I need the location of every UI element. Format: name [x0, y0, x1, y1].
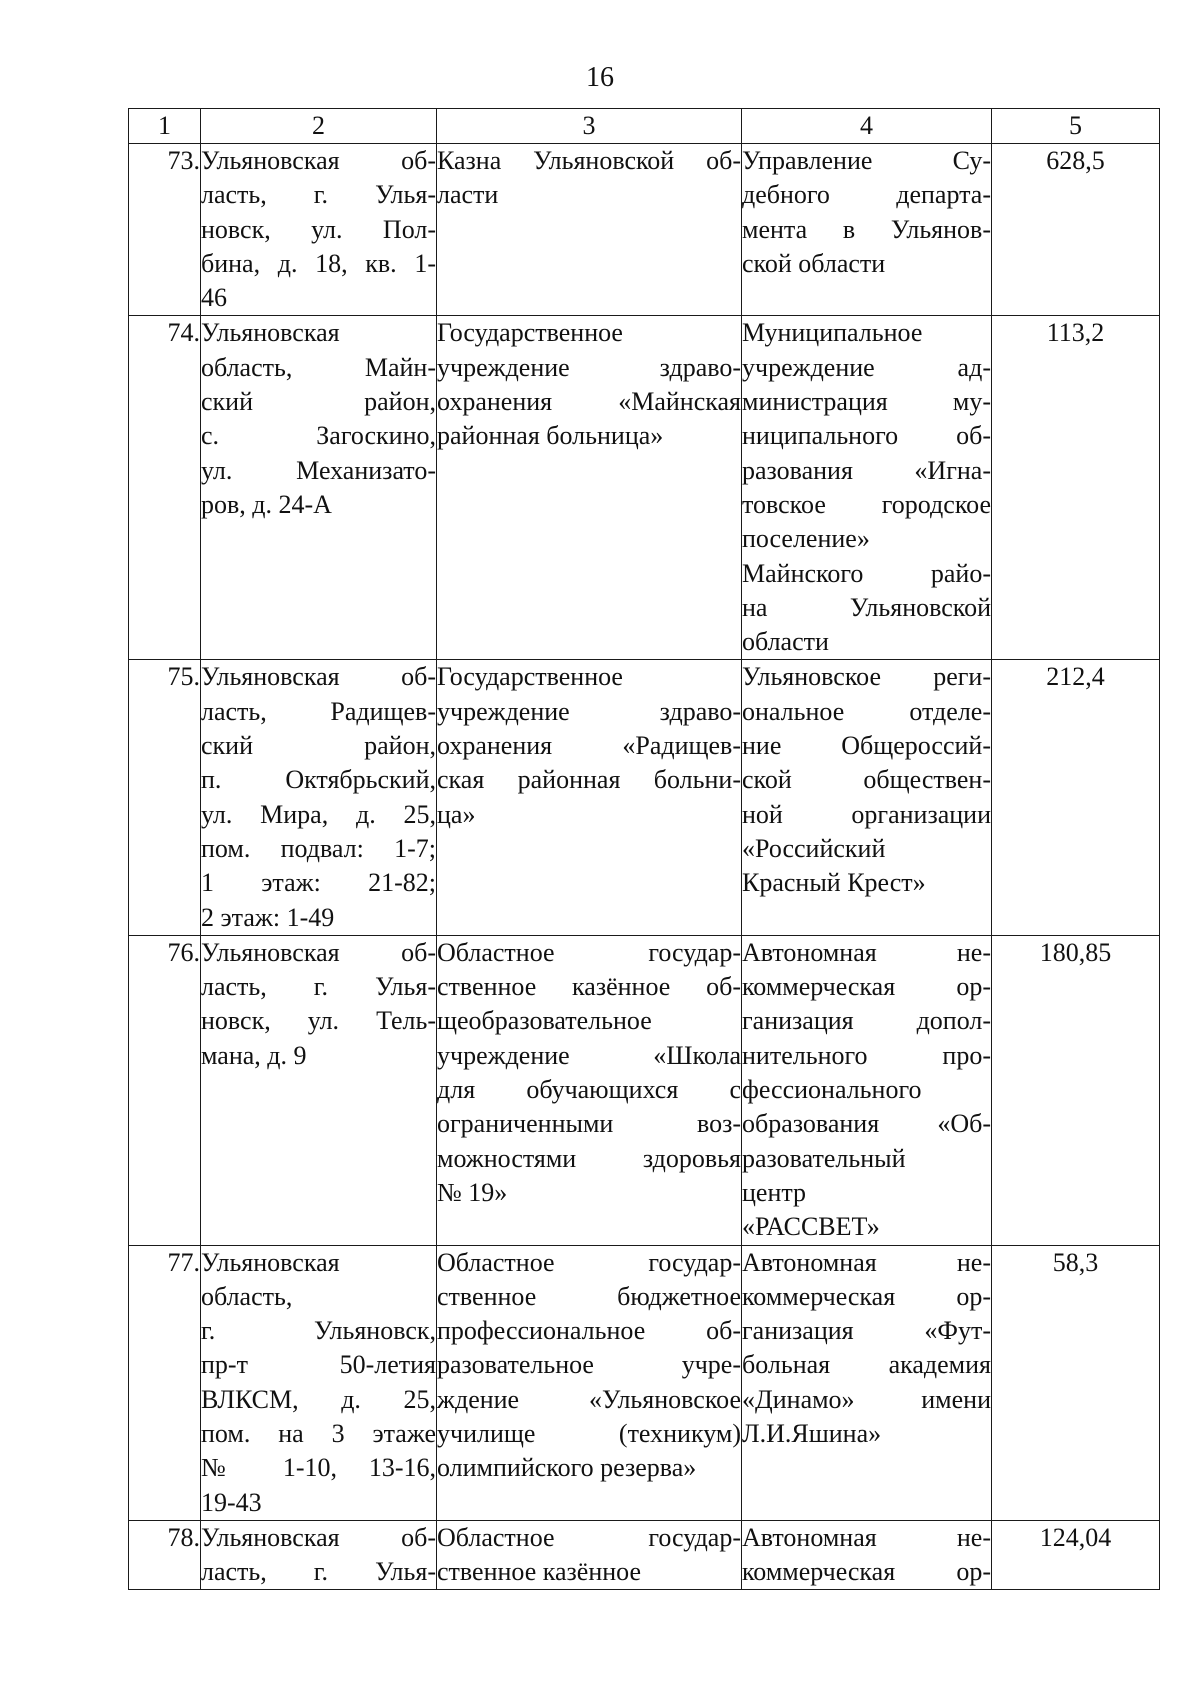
user-cell-line: ской обществен-: [742, 765, 991, 795]
user-cell-line: образования «Об-: [742, 1109, 991, 1139]
user-cell-line: поселение»: [742, 524, 870, 554]
address-cell-line: с. Загоскино,: [201, 421, 436, 451]
address-cell-line: ласть, г. Улья-: [201, 180, 436, 210]
row-number: 75.: [129, 660, 201, 935]
holder-cell: [437, 1245, 742, 1520]
holder-cell-line: разовательное учре-: [437, 1350, 741, 1380]
address-cell-line: ласть, г. Улья-: [201, 972, 436, 1002]
address-cell-line: 19-43: [201, 1487, 262, 1517]
holder-cell: [437, 316, 742, 660]
header-row: [129, 109, 1160, 144]
row-number: 77.: [129, 1245, 201, 1520]
user-cell-line: ской области: [742, 248, 886, 278]
area-value: 58,3: [992, 1245, 1160, 1520]
address-cell-line: Ульяновская об-: [201, 662, 436, 692]
address-cell-line: ласть, Радищев-: [201, 696, 436, 726]
address-cell-line: ласть, г. Улья-: [201, 1557, 436, 1587]
address-cell: [201, 1245, 437, 1520]
address-cell-line: область, Майн-: [201, 352, 436, 382]
address-cell-line: 1 этаж: 21-82;: [201, 868, 436, 898]
user-cell-line: мента в Ульянов-: [742, 214, 991, 244]
user-cell-line: Муниципальное: [742, 318, 923, 348]
user-cell-line: «РАССВЕТ»: [742, 1212, 880, 1242]
user-cell-line: дебного департа-: [742, 180, 991, 210]
user-cell-line: Ульяновское реги-: [742, 662, 991, 692]
address-cell-line: ВЛКСМ, д. 25,: [201, 1384, 436, 1414]
holder-cell-line: училище (техникум): [437, 1418, 741, 1448]
user-cell-line: учреждение ад-: [742, 352, 991, 382]
user-cell-line: ганизация допол-: [742, 1006, 991, 1036]
holder-cell-line: учреждение здраво-: [437, 696, 741, 726]
holder-cell-line: Государственное: [437, 662, 623, 692]
user-cell-line: больная академия: [742, 1350, 991, 1380]
page-number: 16: [586, 62, 614, 93]
user-cell-line: коммерческая ор-: [742, 1281, 991, 1311]
address-cell: [201, 935, 437, 1245]
user-cell-line: «Динамо» имени: [742, 1384, 991, 1414]
holder-cell: [437, 1520, 742, 1590]
holder-cell-line: ждение «Ульяновское: [437, 1384, 741, 1414]
address-cell: [201, 660, 437, 935]
address-cell-line: Ульяновская: [201, 318, 340, 348]
address-cell-line: г. Ульяновск,: [201, 1316, 436, 1346]
user-cell-line: коммерческая ор-: [742, 972, 991, 1002]
user-cell-line: ниципального об-: [742, 421, 991, 451]
user-cell-line: ганизация «Фут-: [742, 1316, 991, 1346]
area-value: 212,4: [992, 660, 1160, 935]
address-cell-line: бина, д. 18, кв. 1-: [201, 248, 436, 278]
holder-cell: [437, 935, 742, 1245]
table-row: [129, 935, 1160, 1245]
address-cell-line: новск, ул. Тель-: [201, 1006, 436, 1036]
address-cell-line: пом. на 3 этаже: [201, 1418, 436, 1448]
holder-cell-line: ца»: [437, 799, 476, 829]
user-cell-line: товское городское: [742, 489, 991, 519]
holder-cell-line: можностями здоровья: [437, 1143, 741, 1173]
address-cell-line: ский район,: [201, 387, 436, 417]
row-number: 74.: [129, 316, 201, 660]
user-cell-line: нительного про-: [742, 1040, 991, 1070]
user-cell: [742, 316, 992, 660]
address-cell-line: ул. Мира, д. 25,: [201, 799, 436, 829]
address-cell-line: 2 этаж: 1-49: [201, 902, 335, 932]
address-cell-line: мана, д. 9: [201, 1040, 307, 1070]
holder-cell-line: ственное казённое: [437, 1557, 642, 1587]
user-cell-line: Автономная не-: [742, 937, 991, 967]
address-cell-line: 46: [201, 283, 227, 313]
holder-cell-line: профессиональное об-: [437, 1316, 741, 1346]
holder-cell-line: охранения «Майнская: [437, 387, 741, 417]
address-cell: [201, 316, 437, 660]
address-cell: [201, 144, 437, 316]
table-row: [129, 1245, 1160, 1520]
address-cell-line: п. Октябрьский,: [201, 765, 436, 795]
user-cell-line: разования «Игна-: [742, 455, 991, 485]
user-cell: [742, 1520, 992, 1590]
area-value: 124,04: [992, 1520, 1160, 1590]
area-value: 628,5: [992, 144, 1160, 316]
column-header: 5: [992, 109, 1160, 144]
user-cell-line: ональное отделе-: [742, 696, 991, 726]
property-table: [128, 108, 1160, 1590]
holder-cell-line: № 19»: [437, 1177, 508, 1207]
column-header: 2: [201, 109, 437, 144]
holder-cell-line: учреждение «Школа: [437, 1040, 741, 1070]
address-cell-line: № 1-10, 13-16,: [201, 1453, 436, 1483]
holder-cell-line: олимпийского резерва»: [437, 1453, 697, 1483]
address-cell-line: ров, д. 24-А: [201, 489, 332, 519]
user-cell-line: «Российский: [742, 833, 886, 863]
holder-cell-line: ственное казённое об-: [437, 972, 741, 1002]
user-cell-line: ной организации: [742, 799, 991, 829]
user-cell: [742, 144, 992, 316]
table-row: [129, 660, 1160, 935]
address-cell-line: Ульяновская об-: [201, 937, 436, 967]
holder-cell-line: ограниченными воз-: [437, 1109, 741, 1139]
address-cell-line: пр-т 50-летия: [201, 1350, 436, 1380]
holder-cell-line: щеобразовательное: [437, 1006, 652, 1036]
address-cell-line: Ульяновская об-: [201, 146, 436, 175]
address-cell-line: новск, ул. Пол-: [201, 214, 436, 244]
row-number: 76.: [129, 935, 201, 1245]
row-number: 78.: [129, 1520, 201, 1590]
user-cell-line: Автономная не-: [742, 1522, 991, 1552]
column-header: 4: [742, 109, 992, 144]
holder-cell-line: Государственное: [437, 318, 623, 348]
column-header: 3: [437, 109, 742, 144]
address-cell-line: пом. подвал: 1-7;: [201, 833, 436, 863]
address-cell-line: ул. Механизато-: [201, 455, 436, 485]
holder-cell-line: Областное государ-: [437, 1247, 741, 1277]
holder-cell-line: учреждение здраво-: [437, 352, 741, 382]
table-row: [129, 316, 1160, 660]
table-row: [129, 1520, 1160, 1590]
address-cell-line: Ульяновская: [201, 1247, 340, 1277]
holder-cell: [437, 660, 742, 935]
holder-cell-line: Областное государ-: [437, 1522, 741, 1552]
user-cell-line: Красный Крест»: [742, 868, 926, 898]
user-cell-line: коммерческая ор-: [742, 1557, 991, 1587]
user-cell-line: на Ульяновской: [742, 592, 991, 622]
holder-cell-line: ская районная больни-: [437, 765, 741, 795]
user-cell-line: Л.И.Яшина»: [742, 1418, 882, 1448]
holder-cell-line: Областное государ-: [437, 937, 741, 967]
user-cell-line: области: [742, 627, 829, 657]
user-cell-line: центр: [742, 1177, 807, 1207]
holder-cell-line: Казна Ульяновской об-: [437, 146, 741, 175]
user-cell-line: министрация му-: [742, 387, 991, 417]
holder-cell: [437, 144, 742, 316]
user-cell-line: ние Общероссий-: [742, 731, 991, 761]
holder-cell-line: для обучающихся с: [437, 1075, 741, 1105]
user-cell: [742, 935, 992, 1245]
user-cell-line: Автономная не-: [742, 1247, 991, 1277]
row-number: 73.: [129, 144, 201, 316]
table-row: [129, 144, 1160, 316]
user-cell: [742, 660, 992, 935]
user-cell-line: Управление Су-: [742, 146, 991, 175]
column-header: 1: [129, 109, 201, 144]
address-cell: [201, 1520, 437, 1590]
address-cell-line: Ульяновская об-: [201, 1522, 436, 1552]
user-cell-line: Майнского райо-: [742, 558, 991, 588]
user-cell-line: фессионального: [742, 1075, 922, 1105]
holder-cell-line: ласти: [437, 180, 499, 210]
user-cell-line: разовательный: [742, 1143, 906, 1173]
user-cell: [742, 1245, 992, 1520]
address-cell-line: область,: [201, 1281, 293, 1311]
holder-cell-line: ственное бюджетное: [437, 1281, 741, 1311]
area-value: 113,2: [992, 316, 1160, 660]
address-cell-line: ский район,: [201, 731, 436, 761]
holder-cell-line: охранения «Радищев-: [437, 731, 741, 761]
area-value: 180,85: [992, 935, 1160, 1245]
holder-cell-line: районная больница»: [437, 421, 664, 451]
